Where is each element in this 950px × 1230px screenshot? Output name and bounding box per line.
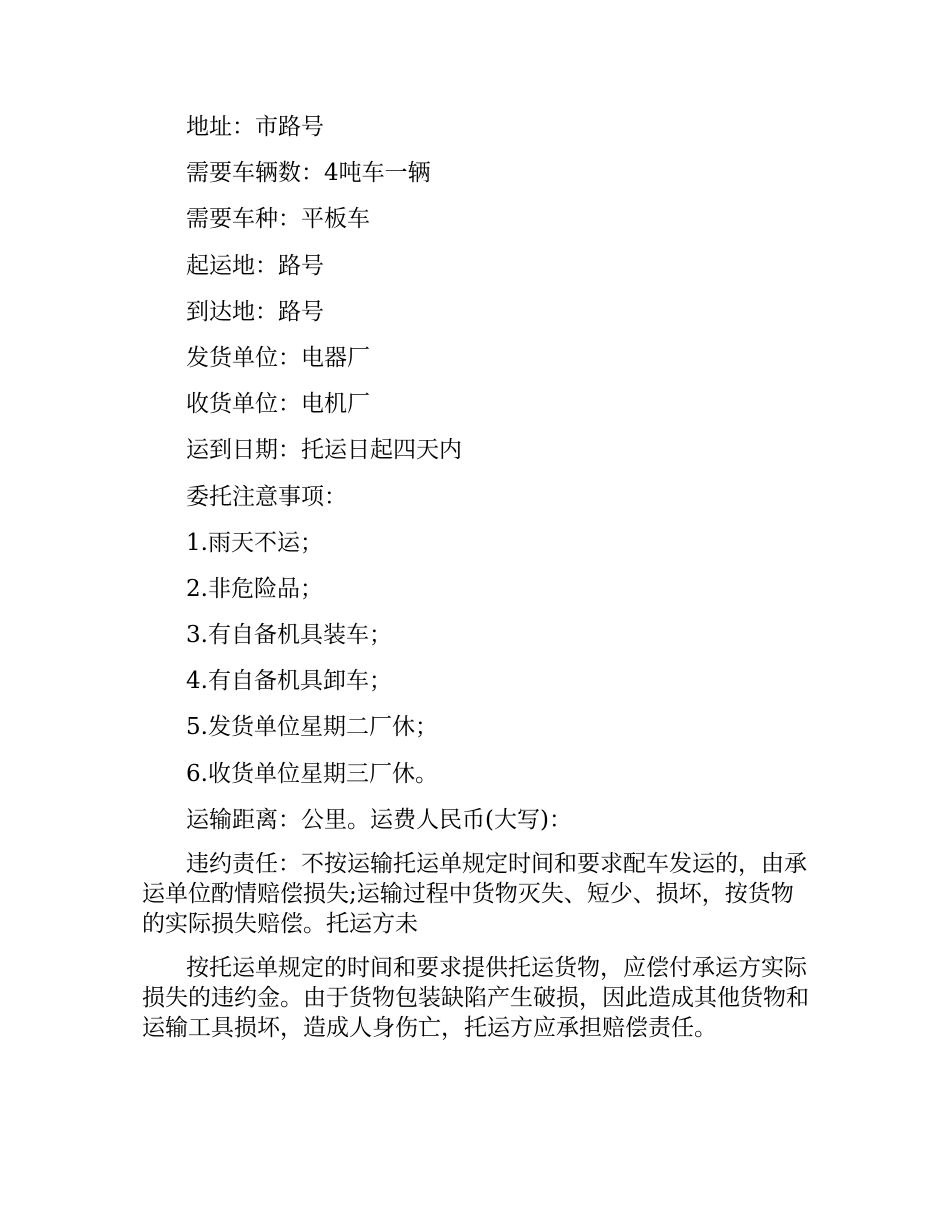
arrival-date-line: 运到日期：托运日起四天内	[186, 437, 462, 464]
destination-line: 到达地：路号	[186, 298, 324, 325]
note-item-4: 4.有自备机具卸车；	[186, 668, 392, 695]
vehicle-count-line: 需要车辆数：4吨车一辆	[186, 160, 431, 187]
compensation-paragraph: 按托运单规定的时间和要求提供托运货物，应偿付承运方实际损失的违约金。由于货物包装缺陷产生破损，因此造成其他货物和运输工具损坏，造成人身伤亡，托运方应承担赔偿责任。	[142, 955, 809, 1041]
distance-fee-line: 运输距离：公里。运费人民币(大写)：	[186, 806, 572, 833]
note-item-1: 1.雨天不运；	[186, 529, 323, 556]
document-body	[142, 108, 814, 1043]
notes-heading: 委托注意事项：	[186, 483, 347, 510]
shipper-line: 发货单位：电器厂	[186, 344, 370, 371]
note-item-5: 5.发货单位星期二厂休；	[186, 714, 438, 741]
consignee-line: 收货单位：电机厂	[186, 391, 370, 418]
note-item-3: 3.有自备机具装车；	[186, 622, 392, 649]
address-line: 地址：市路号	[186, 114, 324, 140]
note-item-2: 2.非危险品；	[186, 575, 323, 602]
vehicle-type-line: 需要车种：平板车	[186, 206, 370, 233]
origin-line: 起运地：路号	[186, 252, 324, 279]
note-item-6: 6.收货单位星期三厂休。	[186, 760, 438, 787]
liability-paragraph: 违约责任：不按运输托运单规定时间和要求配车发运的，由承运单位酌情赔偿损失;运输过程中货物灭失、短少、损坏，按货物的实际损失赔偿。托运方未	[142, 851, 807, 937]
